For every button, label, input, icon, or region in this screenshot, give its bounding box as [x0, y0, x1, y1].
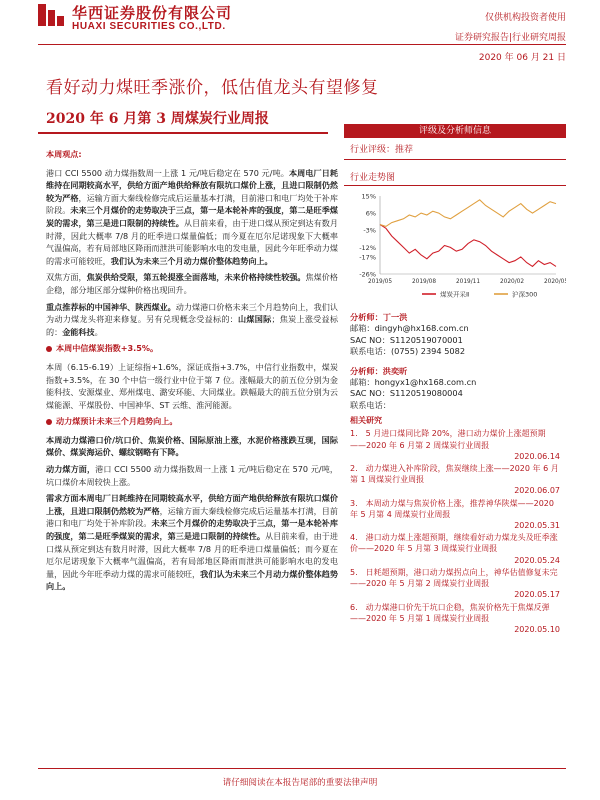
report-date: 2020 年 06 月 21 日 — [478, 53, 566, 63]
analyst-2 — [344, 362, 566, 416]
paragraph-recommendation — [46, 301, 338, 339]
related-item[interactable] — [350, 498, 560, 532]
legend-label: 沪深300 — [512, 290, 538, 299]
chart-title: 行业走势图 — [350, 173, 396, 183]
text-span: 动力煤预计未来三个月趋势向上。 — [56, 416, 178, 427]
analyst-label: 分析师： — [350, 365, 383, 376]
text-span: 本周中信煤炭指数+3.5%。 — [56, 343, 159, 354]
rating-box-title: 评级及分析师信息 — [344, 124, 566, 138]
paragraph-coking — [46, 271, 338, 296]
related-item-text[interactable]: 3. 本周动力煤与焦炭价格上涨，推荐神华陕煤——2020 年 5 月第 4 周煤炭行业周报 — [350, 498, 554, 519]
x-tick-label: 2019/08 — [411, 279, 437, 285]
related-item-text[interactable]: 6. 动力煤港口价先于坑口企稳，焦炭价格先于焦煤反弹——2020 年 5 月第 1 周煤炭行业周报 — [350, 602, 550, 623]
text-span: 金能科技 — [62, 326, 95, 337]
x-tick-label: 2020/05 — [543, 279, 566, 285]
series-line-2 — [380, 200, 556, 227]
analyst-1-phone: 联系电话：(0755) 2394 5082 — [350, 346, 466, 357]
section-title-index — [46, 342, 338, 355]
text-span: 动力煤方面， — [46, 464, 96, 475]
text-span: 未来三个月煤价的走势取决于三点，第一是本轮补库的强度，第二是旺季煤炭的需求，第三是进口限制的持续性。 — [46, 205, 338, 228]
related-research-title: 相关研究 — [350, 416, 382, 426]
series-line-1 — [380, 225, 556, 267]
report-subheadline: 2020 年 6 月第 3 周煤炭行业周报 — [46, 111, 269, 127]
paragraph-index: 本周（6.15-6.19）上证综指+1.6%，深证成指+3.7%，中信行业指数中，煤炭指数+3.5%，在 30 个中信一级行业中位于第 7 位。涨幅最大的前五位分别为金能科技、安源煤业、郑州煤电、潞安环能、大同煤业。跌幅最大的前五位分别为云煤能源、平煤股份、中国神华、ST 云维、淮河能源。 — [46, 361, 338, 410]
related-item-date: 2020.05.24 — [514, 555, 560, 565]
analyst-2-name-row — [350, 366, 560, 377]
related-item[interactable] — [350, 428, 560, 462]
header-divider — [38, 44, 566, 45]
text-span: ，运输方面大秦线检修完成后运量基本打满，目前港口和电厂均处于补库阶段。 — [46, 505, 338, 529]
related-item[interactable] — [350, 532, 560, 566]
related-item[interactable] — [350, 602, 560, 636]
huaxi-logo-icon — [38, 4, 64, 26]
text-span: 从目前来看，由于进口煤从预定到达有数月时滞，因此大概率 7/8 月的旺季进口煤量偏低；而今夏在厄尔尼诺现象下大概率气温偏高，若有局部地区降雨而泄洪可能影响水电的发电量，因此今年旺季动力煤的需求可能较旺， — [46, 217, 338, 266]
text-span: 双焦方面， — [46, 272, 87, 283]
analyst-2-phone: 联系电话： — [350, 399, 391, 410]
y-tick-label: -17% — [359, 253, 376, 262]
main-text-column — [46, 144, 338, 597]
x-tick-label: 2019/11 — [455, 279, 481, 285]
text-span: 动力煤港口价格未来三个月趋势向上，我们认为动力煤龙头将迎来修复。另有兑现概念受益标的： — [46, 301, 338, 325]
analyst-1-sac: SAC NO：S1120519070001 — [350, 334, 463, 345]
paragraph-outlook — [46, 492, 338, 593]
legal-notice-footer: 请仔细阅读在本报告尾部的重要法律声明 — [222, 778, 378, 788]
x-tick-label: 2020/02 — [499, 279, 525, 285]
y-tick-label: -3% — [363, 226, 376, 235]
analyst-2-email[interactable]: 邮箱：hongyx1@hx168.com.cn — [350, 377, 477, 388]
related-item-text[interactable]: 1. 5 月进口煤同比降 20%，港口动力煤价上涨超预期——2020 年 6 月第 2 周煤炭行业周报 — [350, 429, 546, 450]
related-item-text[interactable]: 2. 动力煤进入补库阶段，焦炭继续上涨——2020 年 6 月第 1 周煤炭行业周报 — [350, 464, 559, 485]
text-span: ；焦炭上涨受益标的： — [46, 314, 338, 337]
text-span: 焦炭供给受限，第五轮提涨全面落地，未来价格持续性较强。 — [86, 272, 306, 283]
related-item-date: 2020.05.10 — [514, 624, 560, 634]
analyst-1-name-row — [350, 312, 560, 323]
analyst-1 — [344, 308, 566, 362]
report-headline: 看好动力煤旺季涨价，低估值龙头有望修复 — [46, 78, 379, 98]
text-span: 我们认为未来三个月动力煤价整体趋势向上。 — [110, 255, 273, 266]
sidebar-column — [344, 124, 566, 636]
related-item-date: 2020.05.17 — [514, 590, 560, 600]
analyst-label: 分析师： — [350, 312, 383, 322]
paragraph-thermal-coal — [46, 167, 338, 268]
related-item-date: 2020.06.14 — [514, 451, 560, 461]
text-span: 我们认为未来三个月动力煤价整体趋势向上。 — [46, 568, 338, 592]
text-span: 港口 CCI 5500 动力煤指数周一上涨 1 元/吨后稳定在 570 元/吨，坑口煤价本周较快上涨。 — [46, 464, 338, 487]
text-span: 未来三个月煤价的走势取决于三点，第一是本轮补库的强度，第二是旺季煤炭的需求，第三是进口限制的持续性。 — [46, 518, 338, 542]
related-item-date: 2020.05.31 — [514, 521, 560, 531]
text-span: 重点推荐标的中国神华、陕西煤业。 — [46, 301, 176, 312]
y-tick-label: 6% — [365, 209, 376, 218]
x-tick-label: 2019/05 — [367, 279, 393, 285]
text-span: ，运输方面大秦线检修完成后运量基本打满，目前港口和电厂均处于补库阶段。 — [46, 192, 338, 216]
related-item-text[interactable]: 5. 日耗超预期，港口动力煤拐点向上，神华估值修复未完——2020 年 5 月第 2 周煤炭行业周报 — [350, 567, 558, 589]
analyst-name: 丁一洪 — [382, 312, 408, 322]
audience-note: 仅供机构投资者使用 — [484, 13, 566, 23]
text-span: 本周电厂日耗维持在同期较高水平，供给方面产地供给释放有限坑口煤价上涨，且进口限制仍然较为严格 — [46, 167, 338, 203]
related-item-date: 2020.06.07 — [514, 486, 560, 496]
industry-rating: 行业评级：推荐 — [344, 138, 566, 160]
subheadline-divider — [38, 132, 328, 134]
text-span: 。 — [94, 326, 103, 337]
section-title-view: 本周观点: — [46, 149, 82, 159]
text-span: 从目前来看，由于进口煤从预定到达有数月时滞，因此大概率 7/8 月的旺季进口煤量偏低；而今夏在厄尔尼诺现象下大概率气温偏高，若有局部地区降雨而泄洪可能影响水电的发电量，因此今年旺季动力煤的需求可能较旺， — [46, 531, 338, 579]
related-item[interactable] — [350, 463, 560, 497]
industry-trend-chart — [344, 186, 566, 304]
report-category: 证券研究报告|行业研究周报 — [454, 33, 566, 43]
y-tick-label: 15% — [361, 192, 376, 201]
company-name-en: HUAXI SECURITIES CO.,LTD. — [72, 21, 226, 32]
bullet-icon — [46, 346, 52, 352]
analyst-name: 洪奕昕 — [382, 365, 408, 376]
analyst-2-sac: SAC NO：S1120519080004 — [350, 388, 463, 399]
y-tick-label: -26% — [359, 270, 376, 279]
paragraph-prices: 本周动力煤港口价/坑口价、焦炭价格、国际原油上涨，水泥价格涨跌互现，国际煤价、煤炭海运价、螺纹钢略有下降。 — [46, 434, 338, 458]
text-span: 山煤国际 — [238, 314, 272, 325]
related-item[interactable] — [350, 567, 560, 601]
y-tick-label: -12% — [359, 243, 376, 252]
bullet-icon — [46, 419, 52, 425]
report-header — [0, 0, 600, 62]
related-research — [344, 415, 566, 635]
text-span: 港口 CCI 5500 动力煤指数周一上涨 1 元/吨后稳定在 570 元/吨。 — [46, 167, 289, 178]
text-span: 焦煤价格企稳，部分地区部分煤种价格出现回升。 — [46, 272, 338, 295]
footer-divider — [38, 768, 566, 769]
paragraph-thermal-detail — [46, 463, 338, 488]
legend-label: 煤炭开采Ⅱ — [440, 290, 470, 299]
section-title-trend — [46, 415, 338, 428]
related-item-text[interactable]: 4. 港口动力煤上涨超预期，继续看好动力煤龙头及旺季涨价——2020 年 5 月第 3 周煤炭行业周报 — [350, 533, 558, 554]
company-name-cn: 华西证券股份有限公司 — [72, 4, 233, 22]
text-span: 需求方面本周电厂日耗维持在同期较高水平，供给方面产地供给释放有限坑口煤价上涨，且进口限制仍然较为严格 — [46, 493, 338, 516]
analyst-1-email[interactable]: 邮箱：dingyh@hx168.com.cn — [350, 323, 469, 334]
